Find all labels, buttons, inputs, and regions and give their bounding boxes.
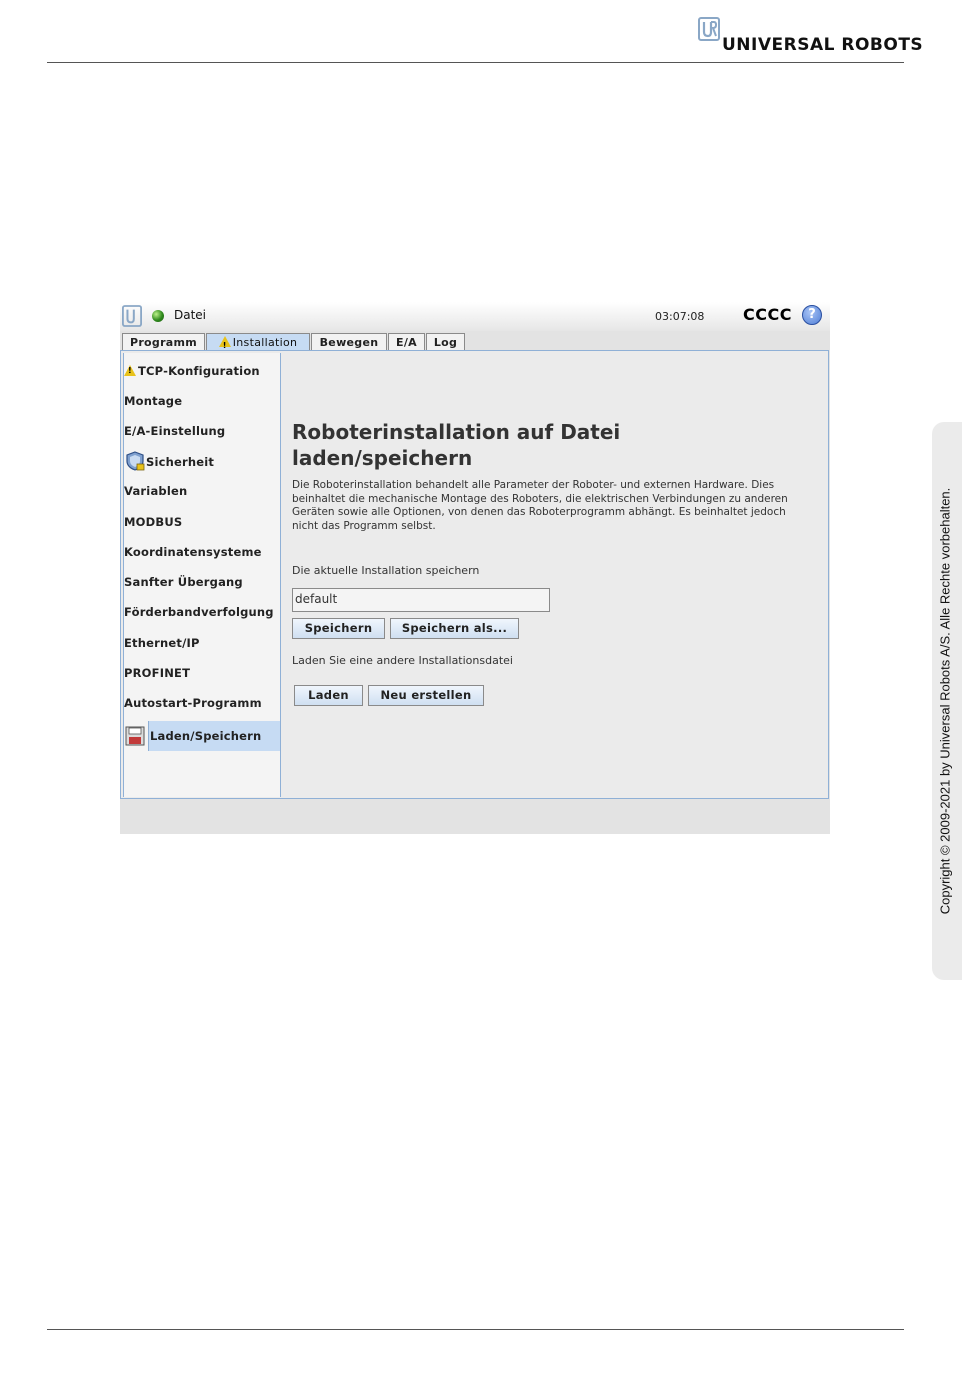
sidebar-item-foerderbandverfolgung[interactable]: Förderbandverfolgung xyxy=(124,605,274,619)
status-globe-icon xyxy=(152,310,164,322)
load-section-label: Laden Sie eine andere Installationsdatei xyxy=(292,654,513,667)
tab-ea[interactable]: E/A xyxy=(388,333,425,350)
bottom-bar xyxy=(120,799,830,834)
floppy-disk-icon xyxy=(125,726,145,746)
safety-shield-icon xyxy=(124,450,146,472)
sidebar-item-ea-einstellung[interactable]: E/A-Einstellung xyxy=(124,424,226,438)
save-section-label: Die aktuelle Installation speichern xyxy=(292,564,480,577)
load-button[interactable]: Laden xyxy=(294,685,363,706)
sidebar-item-autostart-programm[interactable]: Autostart-Programm xyxy=(124,696,262,710)
file-menu[interactable]: Datei xyxy=(174,308,207,322)
sidebar-item-label: Laden/Speichern xyxy=(148,721,280,751)
installation-sidebar xyxy=(123,353,281,797)
polyscope-screenshot xyxy=(120,302,830,834)
page-title: Roboterinstallation auf Datei laden/speichern xyxy=(292,420,621,470)
save-button[interactable]: Speichern xyxy=(292,618,385,639)
sidebar-item-ethernet-ip[interactable]: Ethernet/IP xyxy=(124,636,200,650)
new-installation-button[interactable]: Neu erstellen xyxy=(368,685,484,706)
installation-name-field[interactable]: default xyxy=(292,588,550,612)
top-bar xyxy=(120,302,830,331)
clock: 03:07:08 xyxy=(655,310,705,323)
installation-panel xyxy=(120,350,829,799)
sidebar-item-koordinatensysteme[interactable]: Koordinatensysteme xyxy=(124,545,262,559)
header-rule xyxy=(47,62,904,63)
sidebar-item-sanfter-uebergang[interactable]: Sanfter Übergang xyxy=(124,575,243,589)
save-as-button[interactable]: Speichern als... xyxy=(390,618,519,639)
tab-programm[interactable]: Programm xyxy=(122,333,205,350)
ur-logo-icon xyxy=(122,305,142,327)
sidebar-item-tcp-konfiguration[interactable]: !TCP-Konfiguration xyxy=(124,364,260,378)
copyright-text: Copyright © 2009-2021 by Universal Robots A/S. Alle Rechte vorbehalten. xyxy=(937,487,953,915)
sidebar-item-modbus[interactable]: MODBUS xyxy=(124,515,183,529)
brand-name: UNIVERSAL ROBOTS xyxy=(722,35,924,55)
sidebar-item-montage[interactable]: Montage xyxy=(124,394,183,408)
sidebar-item-variablen[interactable]: Variablen xyxy=(124,484,188,498)
installation-description: Die Roboterinstallation behandelt alle Parameter der Roboter- und externen Hardware. Dies beinhaltet die mechanische Montage des Roboters, die elektrischen Verbindungen zu anderen Geräten sowie alle Optionen, von denen das Roboterprogramm abhängt. Es beinhaltet jedoch nicht das Programm selbst. xyxy=(292,479,788,532)
ur-logo-icon xyxy=(698,17,720,41)
warning-icon xyxy=(124,365,136,376)
robot-name: CCCC xyxy=(743,305,792,324)
universal-robots-logo xyxy=(698,17,924,55)
footer-rule xyxy=(47,1329,904,1330)
sidebar-item-sicherheit[interactable]: Sicherheit xyxy=(124,450,214,472)
sidebar-item-laden-speichern[interactable] xyxy=(124,721,281,753)
tab-log[interactable]: Log xyxy=(426,333,465,350)
tab-bewegen[interactable]: Bewegen xyxy=(311,333,387,350)
tab-installation[interactable]: ! Installation xyxy=(206,333,310,350)
sidebar-item-profinet[interactable]: PROFINET xyxy=(124,666,191,680)
help-icon[interactable]: ? xyxy=(802,305,822,325)
warning-icon xyxy=(219,336,231,347)
